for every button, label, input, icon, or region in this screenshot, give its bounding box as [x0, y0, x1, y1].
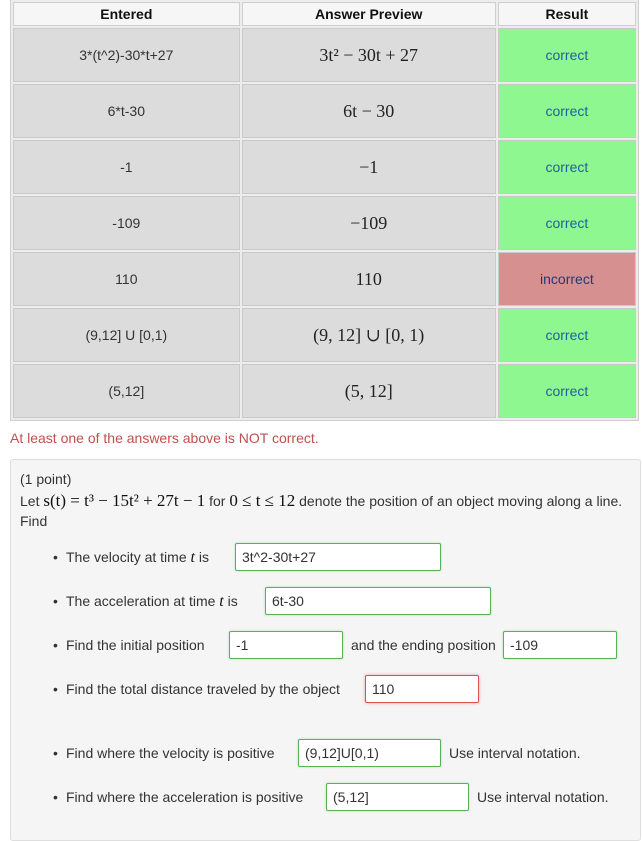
- table-row: [13, 28, 636, 82]
- result-cell: correct: [498, 28, 636, 82]
- problem-points: (1 point): [20, 471, 72, 487]
- warning-message: At least one of the answers above is NOT correct.: [10, 430, 319, 446]
- result-cell: correct: [498, 140, 636, 194]
- results-table: [10, 0, 639, 421]
- bullet-icon: •: [53, 593, 58, 609]
- ending-position-label: and the ending position: [351, 637, 496, 653]
- velocity-positive-input[interactable]: [298, 739, 441, 767]
- result-cell: correct: [498, 84, 636, 138]
- table-row: [13, 84, 636, 138]
- position-function: s(t) = t³ − 15t² + 27t − 1: [43, 491, 206, 510]
- result-cell: correct: [498, 196, 636, 250]
- time-domain: 0 ≤ t ≤ 12: [229, 491, 296, 510]
- question-acceleration: [53, 593, 238, 611]
- initial-position-input[interactable]: [229, 631, 343, 659]
- acceleration-interval-note: Use interval notation.: [477, 789, 609, 805]
- time-variable: t: [190, 549, 195, 566]
- initial-position-label: Find the initial position: [66, 637, 205, 653]
- question-positions: [53, 637, 205, 653]
- preview-cell: (9, 12] ∪ [0, 1): [242, 308, 496, 362]
- distance-label: Find the total distance traveled by the object: [66, 681, 340, 697]
- ending-position-input[interactable]: [503, 631, 617, 659]
- result-cell: incorrect: [498, 252, 636, 306]
- acceleration-answer-input[interactable]: [265, 587, 491, 615]
- time-variable: t: [219, 593, 224, 610]
- preview-cell: −1: [242, 140, 496, 194]
- table-row: [13, 308, 636, 362]
- question-velocity-positive: [53, 745, 275, 761]
- bullet-icon: •: [53, 637, 58, 653]
- statement-prefix: Let: [20, 493, 40, 509]
- result-cell: correct: [498, 308, 636, 362]
- question-distance: [53, 681, 340, 697]
- header-result: Result: [498, 2, 636, 26]
- statement-for: for: [209, 493, 226, 509]
- acceleration-positive-label: Find where the acceleration is positive: [66, 789, 304, 805]
- entered-cell: 110: [13, 252, 240, 306]
- entered-cell: 6*t-30: [13, 84, 240, 138]
- table-row: [13, 252, 636, 306]
- entered-cell: -1: [13, 140, 240, 194]
- entered-cell: -109: [13, 196, 240, 250]
- distance-answer-input[interactable]: [365, 675, 479, 703]
- preview-cell: −109: [242, 196, 496, 250]
- bullet-icon: •: [53, 745, 58, 761]
- bullet-icon: •: [53, 549, 58, 565]
- table-row: [13, 196, 636, 250]
- question-acceleration-positive: [53, 789, 304, 805]
- acceleration-label-is: is: [227, 593, 238, 609]
- bullet-icon: •: [53, 789, 58, 805]
- statement-suffix: denote the position of an object moving along a line. Find: [20, 493, 623, 529]
- velocity-positive-label: Find where the velocity is positive: [66, 745, 275, 761]
- table-row: [13, 140, 636, 194]
- header-entered: Entered: [13, 2, 240, 26]
- preview-cell: 110: [242, 252, 496, 306]
- velocity-interval-note: Use interval notation.: [449, 745, 581, 761]
- header-answer-preview: Answer Preview: [242, 2, 496, 26]
- acceleration-label: The acceleration at time: [66, 593, 216, 609]
- results-header-row: [13, 2, 636, 26]
- problem-panel: [10, 459, 641, 841]
- velocity-answer-input[interactable]: [235, 543, 441, 571]
- bullet-icon: •: [53, 681, 58, 697]
- result-cell: correct: [498, 364, 636, 418]
- entered-cell: 3*(t^2)-30*t+27: [13, 28, 240, 82]
- acceleration-positive-input[interactable]: [326, 783, 469, 811]
- table-row: [13, 364, 636, 418]
- preview-cell: 6t − 30: [242, 84, 496, 138]
- entered-cell: (5,12]: [13, 364, 240, 418]
- velocity-label-is: is: [198, 549, 209, 565]
- question-velocity: [53, 549, 209, 567]
- problem-statement: [20, 491, 632, 531]
- preview-cell: 3t² − 30t + 27: [242, 28, 496, 82]
- preview-cell: (5, 12]: [242, 364, 496, 418]
- velocity-label: The velocity at time: [66, 549, 187, 565]
- entered-cell: (9,12] U [0,1): [13, 308, 240, 362]
